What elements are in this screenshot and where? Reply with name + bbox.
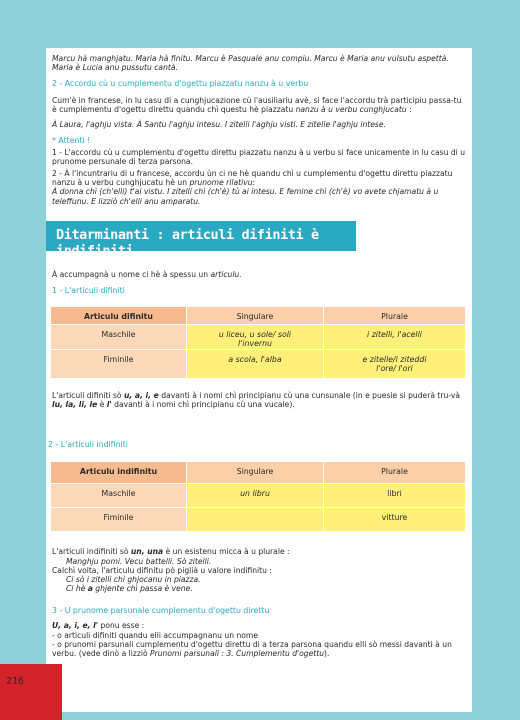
- page-number: 216: [6, 676, 25, 687]
- subheading-pronoun: 3 - U prunome parsunale cumplementu d'ogettu direttu: [52, 606, 270, 615]
- indefinite-line-2: Calchì volta, l'articulu difinitu pò piglià u valore indifinitu :: [52, 566, 272, 575]
- def-text-4: davanti à i nomi chì principianu cù una vucale).: [111, 400, 295, 410]
- indefinite-example-3: [66, 584, 482, 593]
- pronoun-point-2-end: ).: [324, 649, 330, 659]
- table2-header-plural: Plurale: [324, 462, 466, 484]
- def-text-1: L'articuli difiniti sò: [52, 391, 124, 400]
- table2-header-singular: Singulare: [187, 462, 324, 484]
- indef-text-1: L'articuli indifiniti sò: [52, 547, 131, 556]
- table1-cell-singular: u liceu, u sole/ soli l'invernu: [187, 325, 324, 350]
- page-number-tab: [0, 664, 62, 720]
- table1-cell-plural: i zitelli, l'acelli: [324, 325, 466, 350]
- def-forms-3: l': [106, 400, 112, 410]
- definite-articles-table: [50, 306, 466, 379]
- banner-title: Ditarminanti : articuli difiniti è indifiniti: [56, 227, 319, 259]
- indef-ex3-text-2: ghjente chì passa è vene.: [92, 584, 193, 593]
- attenti-point-2-examples: À donna chì (ch'elli) t'ai vistu. I zitelli chì (ch'è) tù ai intesu. E femine chì (ch'è) vo avete chjamatu à u teleffunu. E lizziò ch'elli anu amparatu.: [52, 187, 439, 206]
- attenti-star-icon: *: [52, 136, 56, 145]
- def-forms-1: u, a, i, e: [123, 391, 159, 400]
- intro-text: À accumpagnà u nome ci hè à spessu un: [52, 270, 211, 279]
- table2-cell-plural: libri: [324, 484, 466, 508]
- page-sheet: [46, 48, 472, 712]
- intro-emphasis: articulu.: [210, 270, 242, 279]
- indef-forms: un, una: [130, 547, 164, 556]
- def-text-3: è: [97, 400, 107, 410]
- section-banner: [46, 221, 356, 259]
- table1-cell-plural: e zitelle/i ziteddi l'ore/ l'ori: [324, 350, 466, 379]
- table2-cell-plural: vitture: [324, 508, 466, 532]
- attenti-point-2: [52, 169, 468, 206]
- indef-ex3-text-1: Ci hè: [66, 584, 88, 593]
- section2-heading: 2 - Accordu cù u cumplementu d'ogettu piazzatu nanzu à u verbu: [52, 79, 309, 88]
- indefinite-articles-table: [50, 461, 466, 532]
- pronoun-forms: U, a, i, e, l': [52, 621, 99, 630]
- table1-header-singular: Singulare: [187, 307, 324, 325]
- table1-cell-singular: a scola, l'alba: [187, 350, 324, 379]
- attenti-point-1: 1 - L'accordu cù u cumplementu d'ogettu direttu piazzatu nanzu à u verbu si face unicamente in lu casu di u prunome persunale di terza parsona.: [52, 148, 466, 167]
- table1-header-label: Articulu difinitu: [51, 307, 187, 325]
- indef-text-2: è un esistenu micca à u plurale :: [163, 547, 290, 556]
- table1-row-label: Fiminile: [51, 350, 187, 379]
- table2-cell-singular: [187, 508, 324, 532]
- table2-cell-singular: un libru: [187, 484, 324, 508]
- indef-ex3-article: a: [87, 584, 93, 593]
- section2-body-emphasis: nanzu à u verbu cunghjucatu: [295, 105, 407, 115]
- table1-row-label: Maschile: [51, 325, 187, 350]
- pronoun-point-1: - o articuli difiniti quandu elli accumpagnanu un nome: [52, 631, 258, 640]
- top-examples: Marcu hà manghjatu. Maria hà finitu. Marcu è Pasquale anu compiu. Marcu è Maria anu vulsutu aspettà. Maria è Lucia anu pussutu cantà.: [52, 54, 449, 73]
- indefinite-example-1: Manghju pomi. Vecu battelli. Sò zitelli.: [66, 557, 212, 566]
- pronoun-point-2: [52, 640, 468, 658]
- def-forms-2: lu, la, li, le: [52, 400, 98, 410]
- pronoun-point-2-text: - o prunomi parsunali cumplementu d'ogettu direttu di a terza parsona quandu elli sò messi davanti à un verbu. (vede dinò a lizziò: [52, 640, 452, 659]
- indefinite-explanation: [52, 547, 468, 556]
- pronoun-intro-text: ponu esse :: [98, 621, 145, 630]
- table2-header-label: Articulu indifinitu: [51, 462, 187, 484]
- table2-row-label: Fiminile: [51, 508, 187, 532]
- table1-header-plural: Plurale: [324, 307, 466, 325]
- intro-line: [52, 270, 468, 279]
- def-text-2: davanti à i nomi chì principianu cù una cunsunale (in e puesie si puderà tru-và: [158, 391, 461, 400]
- subheading-definite: 1 - L'articuli difiniti: [52, 286, 125, 295]
- attenti-heading: [52, 136, 90, 145]
- section2-body-end: :: [406, 105, 412, 115]
- section2-examples: À Laura, l'aghju vista. À Santu l'aghju intesu. I zitelli l'aghju visti. E zitelle l'aghju intese.: [52, 120, 386, 129]
- subheading-indefinite: 2 - L'articuli indifiniti: [48, 440, 128, 449]
- attenti-point-2-text: 2 - À l'incuntrariu di u francese, accordu ùn ci ne hè quandu chì u cumplementu d'ogettu direttu piazzatu nanzu à u verbu cunghjucatu hè un: [52, 169, 453, 188]
- section2-body-text: Cum'è in francese, in lu casu di a cunghjucazione cù l'ausiliariu avè, si face l'accordu trà participiu passa-tu è cumplementu d'ogettu direttu quandu chì questu hè piazzatu: [52, 96, 462, 115]
- pronoun-intro: [52, 621, 468, 630]
- indefinite-example-2: Ci sò i zitelli chì ghjocanu in piazza.: [66, 575, 201, 584]
- table2-row-label: Maschile: [51, 484, 187, 508]
- attenti-title: Attenti !: [58, 136, 91, 145]
- definite-explanation: [52, 391, 468, 409]
- section2-body: [52, 96, 468, 114]
- attenti-point-2-emphasis: prunome rilativu: [189, 178, 253, 188]
- pronoun-point-2-ref: Prunomi parsunali : 3. Cumplementu d'ogettu: [150, 649, 325, 659]
- attenti-point-2-end: :: [252, 178, 256, 188]
